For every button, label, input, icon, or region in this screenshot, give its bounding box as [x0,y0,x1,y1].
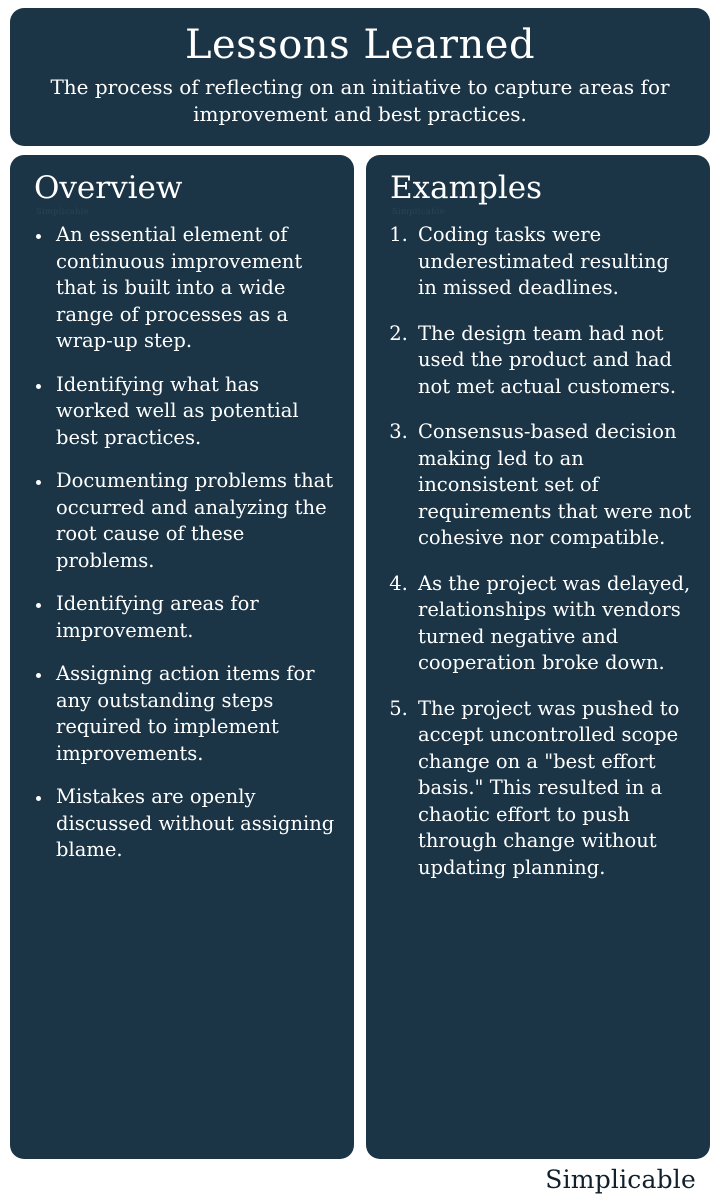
overview-watermark: Simplicable [36,207,90,217]
examples-card [366,155,710,1159]
examples-watermark: Simplicable [392,207,446,217]
list-item: • Assigning action items for any outstanding steps required to implement improvements. [52,661,338,767]
header-card [10,8,710,146]
list-item: • Mistakes are openly discussed without assigning blame. [52,784,338,864]
list-item: • Identifying areas for improvement. [52,591,338,644]
footer [10,1159,710,1196]
list-item: • An essential element of continuous improvement that is built into a wide range of processes as a wrap-up step. [52,222,338,355]
page-title: Lessons Learned [184,22,536,68]
overview-title: Overview [34,170,183,206]
page-subtitle: The process of reflecting on an initiative to capture areas for improvement and best practices. [50,75,670,126]
examples-list [380,222,694,881]
list-item: 5. The project was pushed to accept uncontrolled scope change on a "best effort basis." This resulted in a chaotic effort to push through change without updating planning. [414,696,694,882]
columns-container [10,155,710,1159]
list-item: 4. As the project was delayed, relationships with vendors turned negative and cooperation broke down. [414,571,694,677]
list-item: • Documenting problems that occurred and analyzing the root cause of these problems. [52,468,338,574]
list-item: • Identifying what has worked well as potential best practices. [52,372,338,452]
list-item: 2. The design team had not used the product and had not met actual customers. [414,321,694,401]
list-item: 3. Consensus-based decision making led to an inconsistent set of requirements that were not cohesive nor compatible. [414,419,694,552]
overview-list [24,222,338,864]
examples-title: Examples [390,170,543,206]
overview-card [10,155,354,1159]
brand-label: Simplicable [545,1165,696,1194]
list-item: 1. Coding tasks were underestimated resulting in missed deadlines. [414,222,694,302]
